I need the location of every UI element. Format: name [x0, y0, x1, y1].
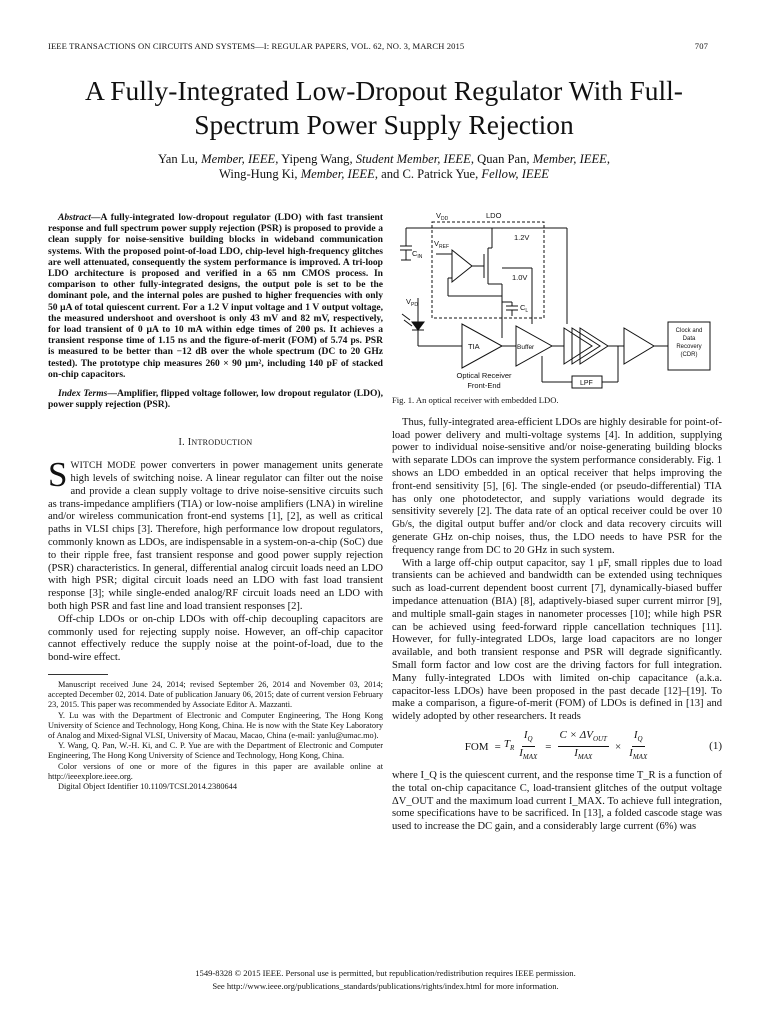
- label-cdr-2: Data: [682, 336, 696, 342]
- author-line-2: Wing-Hung Ki, Member, IEEE, and C. Patrick Yue, Fellow, IEEE: [218, 167, 550, 181]
- equation-number: (1): [709, 739, 722, 752]
- footnote-color-versions: Color versions of one or more of the figures in this paper are available online at http://ieeexplore.ieee.org.: [48, 761, 383, 781]
- abstract: [48, 212, 383, 380]
- eq-equals-2: =: [545, 740, 552, 753]
- eq-frac-1: $\frac{I_Q}{I_{MAX}}$: [519, 729, 538, 762]
- section-number: I.: [178, 437, 185, 449]
- copyright-footer: [48, 967, 723, 992]
- eq-tr: $T_R$: [503, 738, 515, 753]
- label-ldo: LDO: [486, 211, 502, 220]
- photodiode: [412, 322, 424, 330]
- footnote-rule: [48, 674, 108, 675]
- optical-receiver-diagram: [392, 206, 722, 392]
- error-amplifier: [452, 250, 472, 282]
- footnote-author-lu: Y. Lu was with the Department of Electronic and Computer Engineering, The Hong Kong University of Science and Technology, Hong Kong, China. He is now with the State Key Laboratory of Analog and Mixed-Signal VLSI, University of Macau, Macao, China (e-mail: yanlu@umac.mo).: [48, 710, 383, 741]
- label-1v0: 1.0V: [512, 273, 528, 282]
- right-paragraph-1: Thus, fully-integrated area-efficient LDOs are highly desirable for point-of-load power delivery and multi-voltage systems [4]. In addition, supplying power to individual noise-sensitive and/or noise-generating building blocks with separate LDOs can improve the system performance considerably. Fig. 1 shows an LDO embedded in an optical receiver that helps improving the front-end sensitivity [5], [6]. The single-ended (or pseudo-differential) TIA has only one photodetector, and supply variations would degrade its sensitivity severely [2]. The data rate of an optical receiver could be over 10 Gb/s, the digital output buffer and/or clock and data recovery circuits will generate GHz on-chip noises, thus, the LDO needs to have PSR for the frequency range from DC to 20 GHz in such system.: [392, 416, 722, 556]
- intro-lead-caps: WITCH MODE: [70, 461, 136, 472]
- copyright-line: 1549-8328 © 2015 IEEE. Personal use is permitted, but republication/redistribution requires IEEE permission.: [195, 968, 576, 978]
- label-front-end-1: Optical Receiver: [456, 371, 512, 380]
- right-paragraph-2: With a large off-chip output capacitor, say 1 μF, small ripples due to load transients can be achieved and bandwidth can be extended using techniques such as load-current dependent boost current [7], dynamically-biased buffer impedance attenuation (BIA) [8], adaptively-biased super current mirror [9], and multiple small-gain stages in nanometer processes [10]; while high PSR can be achieved using feed-forward ripple cancellation techniques [11]. However, for fully-integrated LDOs, large load capacitors are no longer available, and both transient response and PSR will degrade significantly. Small form factor and low cost are the driving factors for full integration. Many fully-integrated LDOs with limited on-chip capacitance (a.k.a. capacitor-less LDOs) have been proposed in the past decade [12]–[19]. To make a comparison, a figure-of-merit (FOM) of LDOs is defined in [13] and widely adopted by other researchers. It reads: [392, 557, 722, 723]
- author-line-1: Yan Lu, Member, IEEE, Yipeng Wang, Student Member, IEEE, Quan Pan, Member, IEEE,: [157, 152, 611, 166]
- label-cl: $C_L$: [520, 303, 529, 314]
- footnote-doi: Digital Object Identifier 10.1109/TCSI.2014.2380644: [58, 782, 237, 792]
- footnote-manuscript: Manuscript received June 24, 2014; revised September 26, 2014 and November 03, 2014; accepted December 02, 2014. Date of publication January 06, 2015; date of current version February 23, 2015. This paper was recommended by Associate Editor A. Mazzanti.: [48, 680, 383, 710]
- label-1v2: 1.2V: [514, 233, 530, 242]
- index-terms-label: Index Terms: [58, 388, 108, 400]
- label-cin: $C_{IN}$: [412, 249, 423, 260]
- index-terms: [48, 388, 383, 410]
- rights-url-line: See http://www.ieee.org/publications_standards/publications/rights/index.html for more information.: [212, 980, 559, 991]
- eq-equals-1: =: [494, 740, 501, 753]
- section-title-initial: I: [187, 437, 192, 449]
- eq-frac-2: $\frac{C \times \Delta V_{OUT}}{I_{MAX}}$: [559, 729, 607, 762]
- right-column: [392, 206, 722, 834]
- eq-lhs: FOM: [464, 740, 489, 753]
- intro-paragraph-1-text: power converters in power management units generate high levels of switching noise. A linear regulator can filter out the noise and provide a clean supply voltage to drive noise-sensitive circuits such as trans-impedance amplifiers (TIA) or low-noise amplifiers (LNA) in wireline and/or wireless communication front-end systems [1], [2], as well as critical paths in VLSI chips [3]. Therefore, high performance low dropout regulators, commonly known as LDOs, are indispensable in a system-on-a-chip (SoC) due to their ripple free, fast transient response and good power supply rejection (PSR) characteristics. In general, differential analog circuit loads need an LDO with high PSR; digital circuit loads need an LDO with fast load transient response [3]; while single-ended analog/RF circuit loads need an LDO with both high PSR and fast line and load transient responses [2].: [48, 460, 383, 613]
- eq-times: ×: [614, 740, 622, 753]
- label-front-end-2: Front-End: [467, 381, 501, 390]
- gain-stage-2: [624, 328, 654, 364]
- intro-paragraph-2: Off-chip LDOs or on-chip LDOs with off-chip decoupling capacitors are commonly used for rejecting supply noise. However, an off-chip capacitor cannot effectively reduce the supply noise at the point-of-load, due to the bond-wire effect.: [48, 613, 383, 664]
- figure-1-caption: Fig. 1. An optical receiver with embedded LDO.: [392, 395, 559, 405]
- index-terms-text: —Amplifier, flipped voltage follower, low dropout regulator (LDO), power supply rejection (PSR).: [48, 388, 384, 411]
- label-vdd: $V_{DD}$: [436, 211, 449, 222]
- journal-name: IEEE TRANSACTIONS ON CIRCUITS AND SYSTEMS—I: REGULAR PAPERS, VOL. 62, NO. 3, MARCH 2015: [48, 41, 465, 51]
- section-heading-introduction: [48, 437, 383, 450]
- label-cdr-1: Clock and: [675, 328, 703, 334]
- footnote-authors-hkust: Y. Wang, Q. Pan, W.-H. Ki, and C. P. Yue are with the Department of Electronic and Computer Engineering, The Hong Kong University of Science and Technology, Hong Kong, China.: [48, 741, 383, 761]
- section-title-rest: NTRODUCTION: [191, 438, 253, 448]
- abstract-text: —A fully-integrated low-dropout regulator (LDO) with fast transient response and full spectrum power supply rejection (PSR) is proposed to provide a clean supply for noise-sensitive building blocks in wideband communication systems. With the proposed point-of-load LDO, chip-level high-frequency glitches are well attenuated, consequently the system performance is improved. A tri-loop LDO architecture is proposed and verified in a 65 nm CMOS process. In comparison to other fully-integrated designs, the output pole is set to be the dominant pole, and the internal poles are pushed to higher frequencies with only 50 μA of total quiescent current. For a 1.2 V input voltage and 1 V output voltage, the measured undershoot and overshoot is only 43 mV and 82 mV, respectively, for load transient of 0 μA to 10 mA within edge times of 200 ps. It achieves a transient response time of 1.15 ns and the figure-of-merit (FOM) of 5.74 ps. PSR is measured to be better than −12 dB over the whole spectrum (DC to 20 GHz tested). The prototype chip measures 260 × 90 μm², including 140 pF of stacked on-chip capacitors.: [48, 212, 383, 380]
- label-vref: $V_{REF}$: [434, 239, 450, 250]
- footnotes: [48, 680, 383, 792]
- label-lpf: LPF: [580, 380, 593, 387]
- abstract-label: Abstract: [58, 212, 91, 223]
- left-column: [48, 212, 383, 792]
- label-vpd: $V_{PD}$: [406, 297, 418, 308]
- running-head: [48, 41, 708, 51]
- figure-1: [392, 206, 722, 392]
- author-list: [40, 152, 728, 182]
- label-cdr-4: (CDR): [680, 352, 698, 358]
- label-buffer: Buffer: [517, 344, 535, 351]
- label-cdr-3: Recovery: [676, 344, 702, 350]
- eq-frac-3: $\frac{I_Q}{I_{MAX}}$: [629, 729, 648, 762]
- page-number: 707: [694, 41, 708, 51]
- label-tia: TIA: [468, 342, 480, 351]
- equation-1: [392, 730, 722, 764]
- right-paragraph-3: where I_Q is the quiescent current, and the response time T_R is a function of the total on-chip capacitance C, load-transient glitches of the output voltage ΔV_OUT and the maximum load current I_MAX. To achieve full integration, some specifications have to be sacrificed. In [13], a folded cascode stage was used to increase the DC gain, and a considerably large current (6%) was: [392, 769, 722, 833]
- drop-cap: S: [48, 455, 68, 495]
- paper-title: A Fully-Integrated Low-Dropout Regulator With Full-Spectrum Power Supply Rejection: [85, 75, 683, 140]
- intro-paragraph-1: [48, 455, 383, 614]
